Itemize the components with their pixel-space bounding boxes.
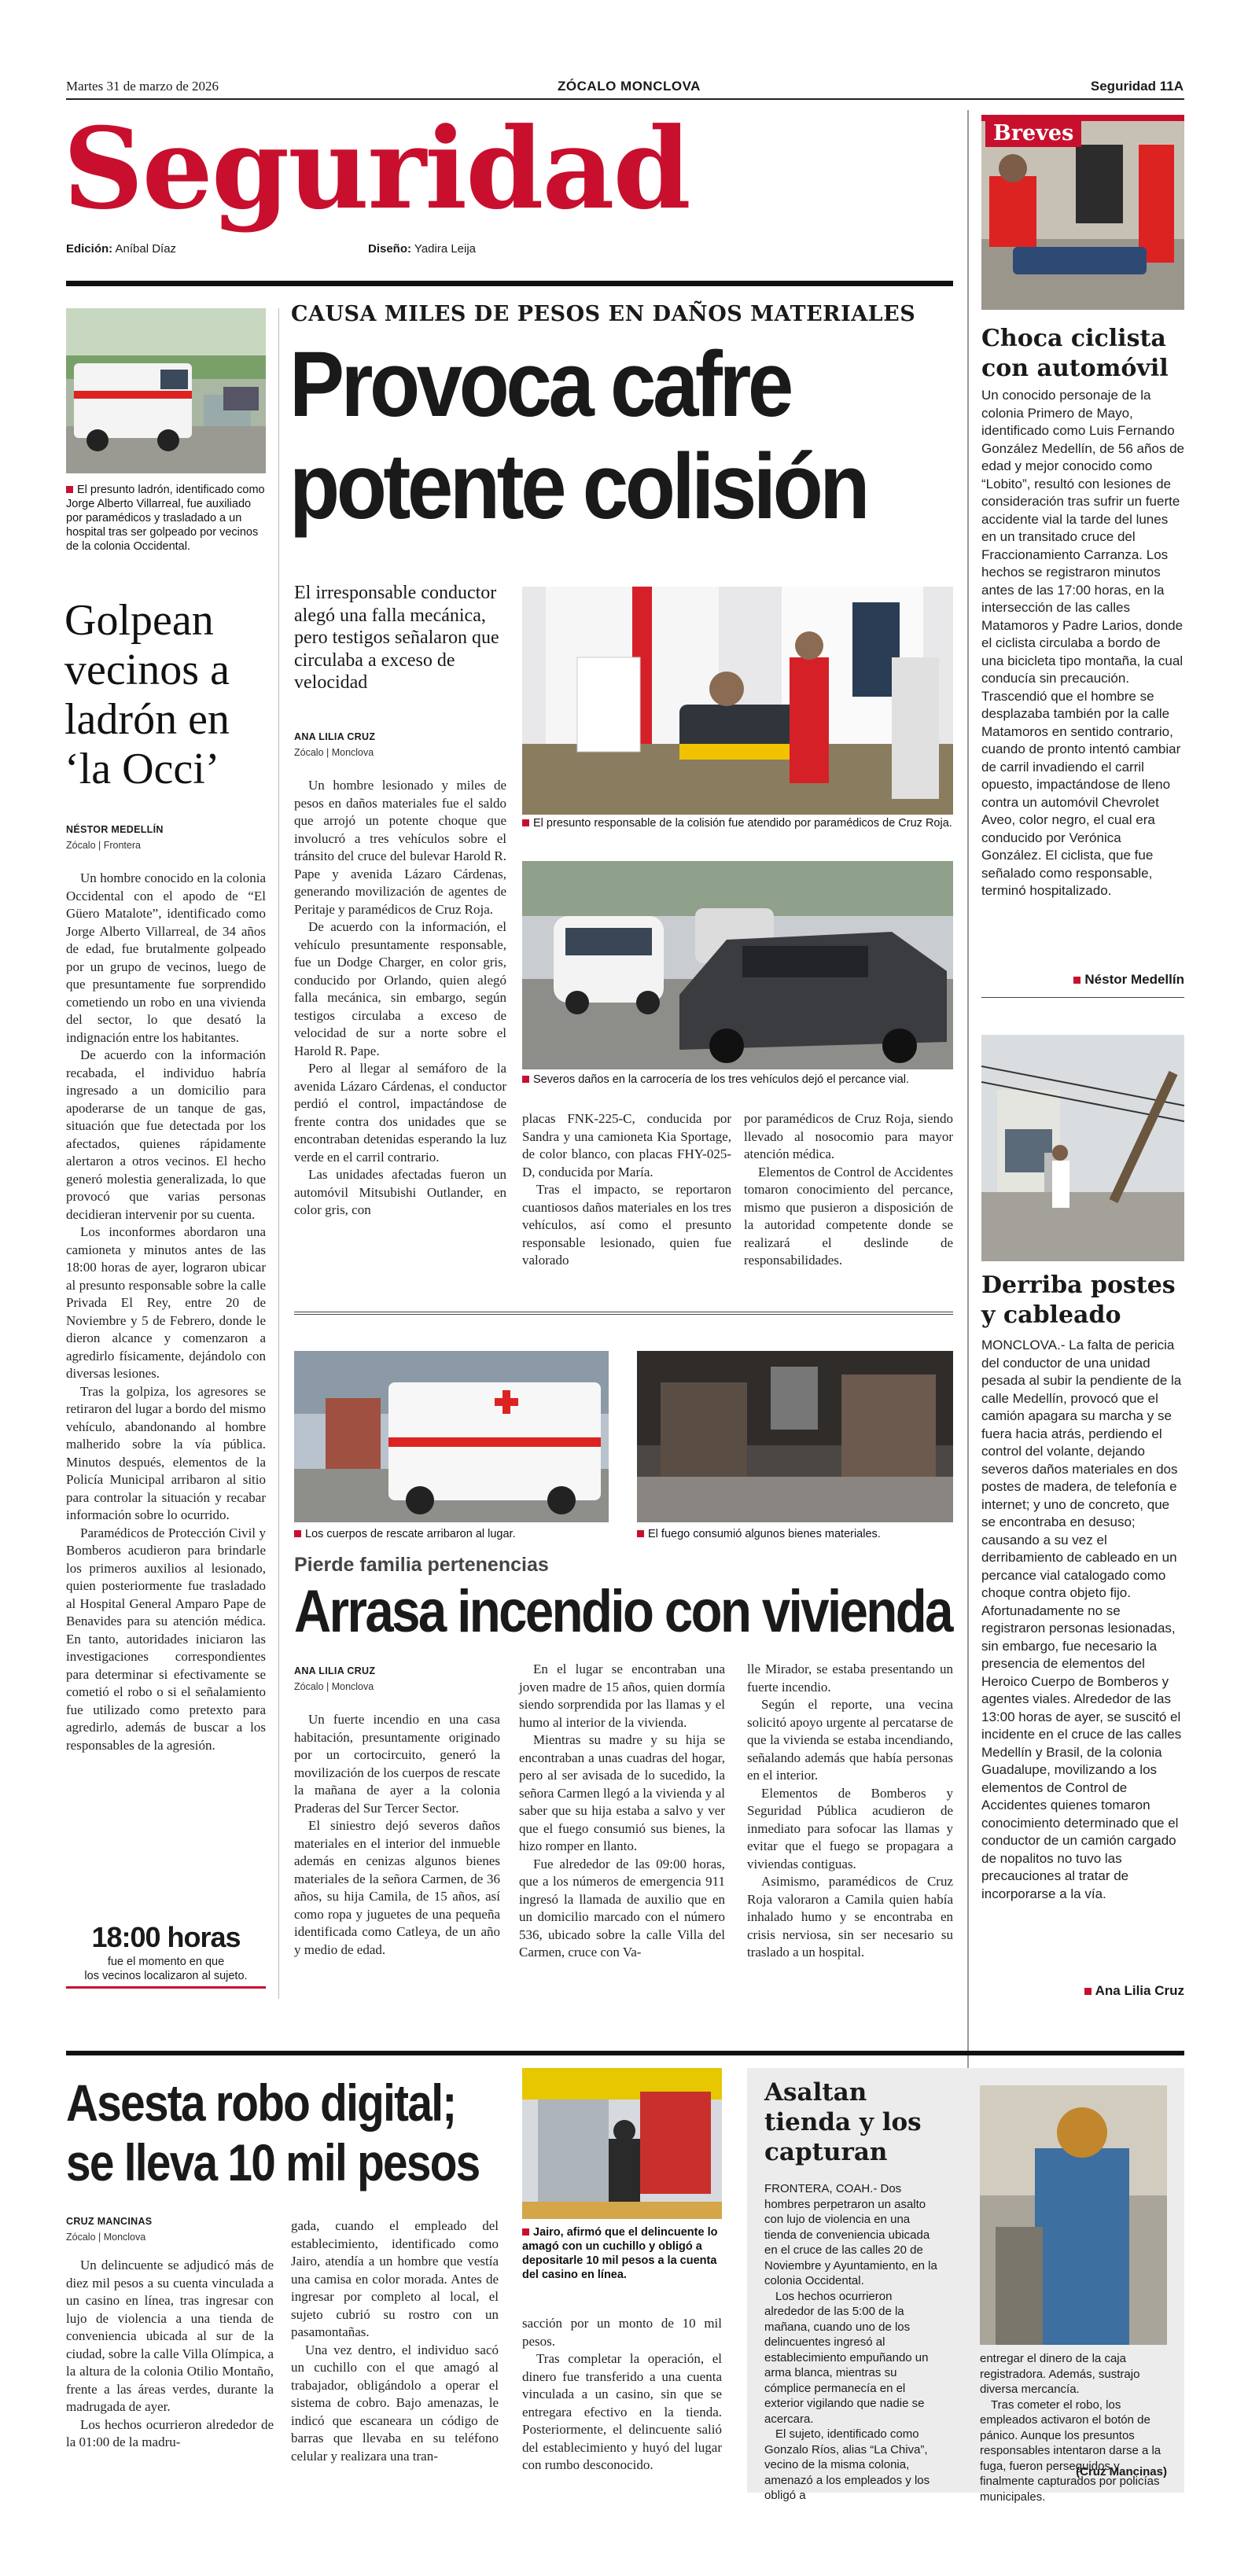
fire-col1: Un fuerte incendio en una casa habitación, presuntamente originado por un cortocircuito, generó la movilización de los cuerpos de rescate la mañana de ayer a la colonia Praderas del Sur Tercer Sector. El siniestro dejó severos daños materiales en el interior del inmueble además en cenizas algunos bienes materiales de la señora Carmen, de 36 años, su hija Camila, de 15 años, así como ropa y juguetes de una pequeña identificada como Catleya, de un año y medio de edad. (294, 1712, 500, 1957)
burnt-interior-photo (637, 1351, 953, 1522)
breve2-body: MONCLOVA.- La falta de pericia del conductor de una unidad pesada al subir la pendiente de la calle Medellín, provocó que el camión apagara su marcha y se fuera hacia atrás, perdiendo el control del volante, dejando severos daños materiales en dos postes de madera, de telefonía e internet; y uno de concreto, que se encontraba en desuso; causando a su vez el derribamiento de cableado en un percance vial catalogado como choque contra objeto fijo. Afortunadamente no se registraron personas lesionadas, sin embargo, fue necesario la presencia de elementos del Heroico Cuerpo de Bomberos y agentes viales. Alrededor de las 13:00 horas de ayer, se suscitó el incidente en el cruce de las calles Medellín y Brasil, de la colonia Guadalupe, movilizando a los elementos de Control de Accidentes quienes tomaron conocimiento determinado que el conductor de un camión cargado de nopalitos no tuvo las precauciones al tratar de incorporarse a la vía. (981, 1338, 1182, 1901)
left-body: Un hombre conocido en la colonia Occidental con el apodo de “El Güero Matalote”, identificado como Jorge Alberto Villarreal, de 34 años de edad, fue brutalmente golpeado por un grupo de vecinos, luego de que presuntamente fue sorprendido cometiendo un robo en una vivienda del sector, lo que desató la indignación entre los habitantes. De acuerdo con la información recabada, el individuo habría ingresado a un domicilio para apoderarse de un tanque de gas, situación que fue detectada por los afectados, quienes rápidamente alertaron a otros vecinos. El hecho generó molestia generalizada, lo que provocó que varias personas decidieran intervenir por su cuenta. Los inconformes abordaron una camioneta y minutos antes de las 18:00 horas de ayer, lograron ubicar al presunto responsable sobre la calle Privada El Rey, entre 20 de Noviembre y 5 de Febrero, donde le dieron alcance y comenzaron a agredirlo físicamente, dejándolo con diversas lesiones. Tras la golpiza, los agresores se retiraron del lugar a bordo del mismo vehículo, abandonando al hombre malherido sobre la vía pública. Minutos después, elementos de la Policía Municipal arribaron al sitio para controlar la situación y recabar información sobre lo ocurrido. Paramédicos de Protección Civil y Bomberos acudieron para brindarle los primeros auxilios al lesionado, quien posteriormente fue trasladado al Hospital General Amparo Pape de Benavides para su atención médica. En tanto, autoridades iniciaron las investigaciones correspondientes para determinar si efectivamente se cometió el robo o si el señalamiento fue utilizado como pretexto para agredirlo, además de buscar a los responsables de la agresión. (66, 870, 266, 1753)
main-caption2: Severos daños en la carrocería de los tres vehículos dejó el percance vial. (522, 1073, 953, 1087)
breve-divider (981, 997, 1184, 998)
main-col1: Un hombre lesionado y miles de pesos en daños materiales fue el saldo que arrojó un potente choque que involucró a tres vehículos sobre el tránsito del cruce del bulevar Harold R. Pape y avenida Lázaro Cárdenas, generando movilización de agentes de Peritaje y paramédicos de Cruz Roja. De acuerdo con la información, el vehículo presuntamente responsable, fue un Dodge Charger, en color gris, conducido por Orlando, quien alegó falla mecánica, sin embargo, según testigos circulaba a exceso de velocidad de sur a norte sobre el Harold R. Pape. Pero al llegar al semáforo de la avenida Lázaro Cárdenas, el conductor perdió el control, impactándose de frente contra dos unidades que se encontraban detenidas esperando la luz verde en el carril contrario. Las unidades afectadas fueron un automóvil Mitsubishi Outlander, en color gris, con (294, 778, 506, 1217)
fire-place: Zócalo | Monclova (294, 1681, 374, 1692)
left-headline: Golpean vecinos a ladrón en ‘la Occi’ (64, 596, 230, 793)
main-col2: placas FNK-225-C, conducida por Sandra y una camioneta Kia Sportage, de color blanco, con placas FHY-025-D, conducida por María. Tras el impacto, se reportaron cuantiosos daños materiales en los tres vehículos, así como el presunto responsable lesionado, quien fue valorado (522, 1111, 731, 1268)
issue-date: Martes 31 de marzo de 2026 (66, 79, 219, 94)
breve1-body: Un conocido personaje de la colonia Primero de Mayo, identificado como Luis Fernando González Medellín, de 56 años de edad y mejor conocido como “Lobito”, resultó con lesiones de consideración tras sufrir un fuerte accidente vial la tarde del lunes en un transitado cruce del Fraccionamiento Carranza. Los hechos se registraron minutos antes de las 17:00 horas, en la intersección de las calles Matamoros y Padre Larios, donde el ciclista circulaba a bordo de una bicicleta tipo montaña, la cual conducía sin precaución. Trascendió que el hombre se desplazaba también por la calle Matamoros en sentido contrario, cuando de pronto intentó cambiar de carril invadiendo el carril opuesto, impactándose de lleno contra un automóvil Chevrolet Aveo, color negro, el cual era conducido por Verónica González. El ciclista, que fue señalado como responsable, terminó hospitalizado. (981, 388, 1185, 898)
bottom-headline: Asesta robo digital; se lleva 10 mil pesos (66, 2074, 480, 2191)
box-body-right: entregar el dinero de la caja registradora. Además, sustrajo diversa mercancía. Tras cometer el robo, los empleados activaron el botón de pánico. Aunque los presuntos responsables intentaron darse a la fuga, fueron perseguidos y finalmente capturados por policías municipales. (980, 2352, 1161, 2504)
fire-headline: Arrasa incendio con vivienda (294, 1578, 952, 1645)
main-caption1: El presunto responsable de la colisión fue atendido por paramédicos de Cruz Roja. (522, 816, 953, 830)
box-body: FRONTERA, COAH.- Dos hombres perpetraron un asalto con lujo de violencia en una tienda de conveniencia ubicada en el cruce de las calles 20 de Noviembre y Ayuntamiento, en la colonia Occidental. Los hechos ocurrieron alrededor de las 5:00 de la mañana, cuando uno de los delincuentes ingresó al establecimiento empuñando un arma blanca, mientras su cómplice permanecía en el exterior vigilando que nadie se acercara. El sujeto, identificado como Gonzalo Ríos, alias “La Chiva”, vecino de la misma colonia, amenazó a los empleados y los obligó a (764, 2182, 937, 2502)
bottom-author: CRUZ MANCINAS (66, 2216, 153, 2227)
bottom-col3: sacción por un monto de 10 mil pesos. Tras completar la operación, el dinero fue transferido a una cuenta vinculada a un casino, sin que se entregara efectivo en la tienda. Posteriormente, el delincuente salió del establecimiento y huyó del lugar con rumbo desconocido. (522, 2316, 722, 2472)
breves-label: Breves (985, 120, 1081, 147)
section-page: Seguridad 11A (1090, 79, 1184, 94)
design-credit: Diseño: Yadira Leija (368, 242, 477, 256)
left-author: NÉSTOR MEDELLÍN (66, 824, 164, 835)
left-divider (278, 308, 279, 1999)
bottom-col1: Un delincuente se adjudicó más de diez mil pesos a su cuenta vinculada a un casino en línea, tras ingresar con lujo de violencia a una tienda de conveniencia ubicada al sur de la ciudad, sobre la calle Villa Olímpica, a la altura de la colonia Otilio Montaño, frente a las áreas verdes, durante la madrugada de ayer. Los hechos ocurrieron alrededor de la 01:00 de la madru- (66, 2258, 274, 2449)
fire-author: ANA LILIA CRUZ (294, 1665, 376, 1676)
rescue-photo (294, 1351, 609, 1522)
main-col3: por paramédicos de Cruz Roja, siendo llevado al nosocomio para mayor atención médica. Elementos de Control de Accidentes tomaron conocimiento del percance, mismo que pusieron a disposición de la autoridad competente donde se realizará el deslinde de responsabilidades. (744, 1111, 953, 1268)
postes-photo (981, 1035, 1184, 1261)
robbery-photo (980, 2085, 1167, 2345)
left-place: Zócalo | Frontera (66, 840, 141, 851)
box-title: Asaltan tienda y los capturan (764, 2078, 922, 2166)
fire-caption2: El fuego consumió algunos bienes materiales. (637, 1527, 953, 1541)
bottom-caption: Jairo, afirmó que el delincuente lo amagó con un cuchillo y obligó a depositarle 10 mil pesos a la cuenta del casino en línea. (522, 2226, 718, 2281)
main-deck: El irresponsable conductor alegó una falla mecánica, pero testigos señalaron que circulaba a exceso de velocidad (294, 583, 499, 693)
bottom-place: Zócalo | Monclova (66, 2232, 146, 2243)
fire-caption1: Los cuerpos de rescate arribaron al lugar. (294, 1527, 609, 1541)
box-signature: (Cruz Mancinas) (1076, 2465, 1167, 2478)
bottom-rule (66, 2051, 1184, 2055)
breve2-title: Derriba postes y cableado (981, 1271, 1176, 1329)
breve2-signature: Ana Lilia Cruz (981, 1983, 1184, 1999)
left-stat: 18:00 horas fue el momento en que los vecinos localizaron al sujeto. (66, 1920, 266, 1989)
left-caption: El presunto ladrón, identificado como Jorge Alberto Villarreal, fue auxiliado por paramédicos y trasladado a un hospital tras ser golpeado por vecinos de la colonia Occidental. (66, 484, 265, 553)
edition-credit: Edición: Aníbal Díaz (66, 242, 177, 256)
store-photo (522, 2068, 722, 2219)
fire-kicker: Pierde familia pertenencias (294, 1554, 549, 1576)
bottom-col2: gada, cuando el empleado del establecimiento, identificado como Jairo, atendía a un hombre que vestía una camisa en color morada. Antes de ingresar por completo al local, el sujeto cubrió su rostro con un pasamontañas. Una vez dentro, el individuo sacó un cuchillo con el que amagó al trabajador, obligándolo a operar el sistema de cobro. Bajo amenazas, le indicó que escaneara un código de barras que llevaba en su teléfono celular y realizara una tran- (291, 2218, 499, 2464)
header-rule (66, 98, 1184, 100)
crash-photo (522, 861, 953, 1069)
breves-photo (981, 121, 1184, 310)
fire-col2: En el lugar se encontraban una joven madre de 15 años, quien dormía siendo sorprendida por las llamas y el humo al interior de la vivienda. Mientras su madre y su hija se encontraban a unas cuadras del hogar, pero al ser avisada de lo sucedido, la señora Carmen llegó a la vivienda y al saber que su hija estaba a salvo y ver que el fuego consumió sus bienes, la hizo romper en llanto. Fue alrededor de las 09:00 horas, que a los números de emergencia 911 ingresó la llamada de auxilio que en un domicilio marcado con el número 536, ubicado sobre la calle Villa del Carmen, cruce con Va- (519, 1662, 725, 1960)
masthead: Seguridad (63, 104, 690, 234)
main-author: ANA LILIA CRUZ (294, 731, 376, 742)
ambulance-photo (66, 308, 266, 473)
section-separator (294, 1312, 953, 1315)
paramedics-photo (522, 587, 953, 815)
main-kicker: CAUSA MILES DE PESOS EN DAÑOS MATERIALES (291, 302, 916, 326)
fire-col3: lle Mirador, se estaba presentando un fuerte incendio. Según el reporte, una vecina solicitó apoyo urgente al percatarse de que la vivienda se estaba incendiando, señalando además que había personas en el interior. Elementos de Bomberos y Seguridad Pública acudieron de inmediato para sofocar las llamas y evitar que el fuego se propagara a viviendas contiguas. Asimismo, paramédicos de Cruz Roja valoraron a Camila quien había inhalado humo y se encontraba en crisis nerviosa, sin ser necesario su traslado a un hospital. (747, 1662, 953, 1960)
breve1-title: Choca ciclista con automóvil (981, 325, 1169, 382)
main-place: Zócalo | Monclova (294, 747, 374, 758)
section-rule (66, 281, 953, 286)
main-headline: Provoca cafre potente colisión (289, 333, 867, 539)
breve1-signature: Néstor Medellín (981, 972, 1184, 988)
paper-name: ZÓCALO MONCLOVA (558, 79, 701, 94)
